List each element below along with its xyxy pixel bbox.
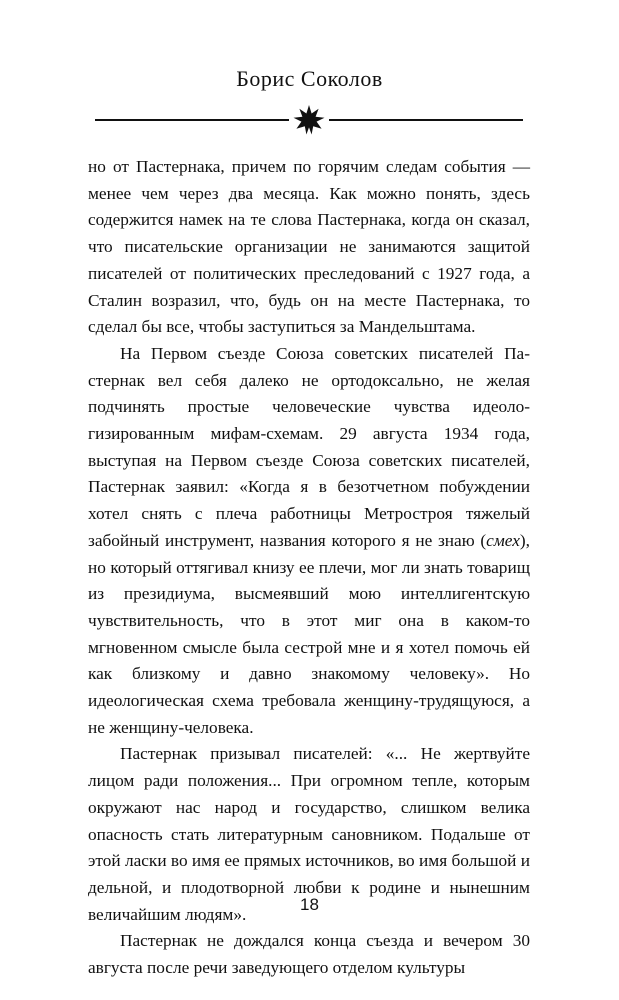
paragraph: но от Пастернака, причем по горячим следам события — менее чем через два месяца. Как можно понять, здесь содержится намек на те слова Пастернака, когда он сказал, что писательские организации не занимаются защитой писателей от политических преследований с 1927 года, а Сталин возразил, что, будь он на месте Пастернака, то сделал бы все, чтобы заступиться за Мандельштама.	[88, 157, 530, 337]
header-ornament	[95, 100, 523, 140]
page-number: 18	[300, 895, 319, 914]
body-text	[88, 154, 530, 982]
italic-remark: смех	[486, 530, 520, 550]
star-ornament-icon	[291, 104, 327, 136]
paragraph: На Первом съезде Союза советских писателей Пастернак вел себя далеко не ортодоксально, не желая подчинять простые человеческие чувства идеологизированным мифам-схемам. 29 августа 1934 года, выступая на Первом съезде Союза советских писателей, Пастернак заявил: «Когда я в безотчетном побуждении хотел снять с плеча работницы Метростроя тяжелый забойный инструмент, названия которого я не знаю (смех), но который оттягивал книзу ее плечи, мог ли знать товарищ из президиума, высмеявший мою интеллигентскую чувствительность, что в этот миг она в каком-то мгновенном смысле была сестрой мне и я хотел помочь ей как близкому и давно знакомому человеку». Но идеологическая схема требовала женщину-трудящуюся, а не женщину-человека.	[88, 343, 530, 737]
ornament-rule-left	[95, 119, 289, 121]
paragraph: Пастернак не дождался конца съезда и вечером 30 августа после речи заведующего отделом культуры	[88, 931, 530, 978]
ornament-rule-right	[329, 119, 523, 121]
paragraph: Пастернак призывал писателей: «... Не жертвуйте лицом ради положения... При огромном тепле, которым окружают нас народ и государство, слишком велика опасность стать литературным сановником. Подальше от этой ласки во имя ее прямых источников, во имя большой и дельной, и плодотворной любви к родине и нынешним величайшим людям».	[88, 744, 530, 924]
running-title: Борис Соколов	[236, 66, 383, 91]
